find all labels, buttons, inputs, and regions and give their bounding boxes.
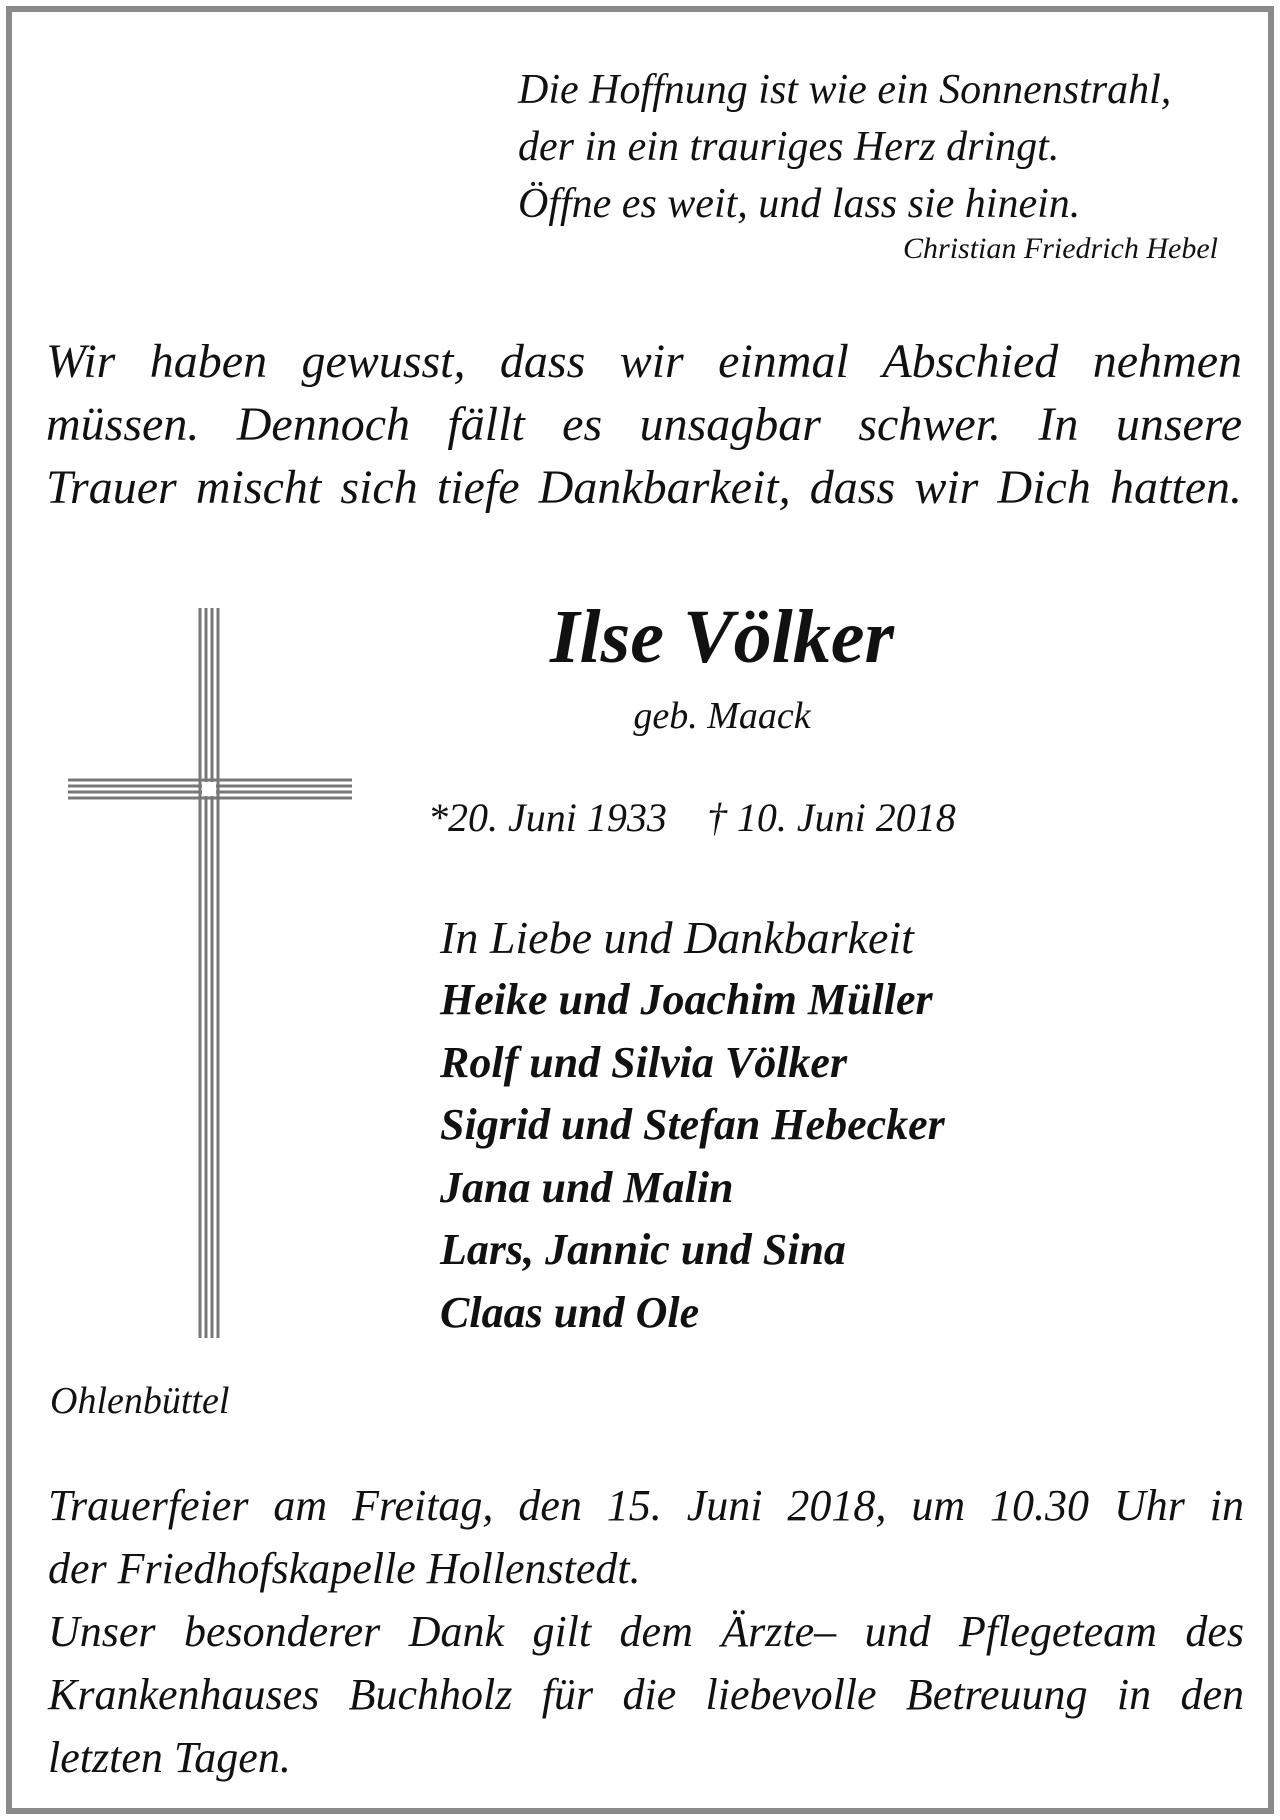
place-name: Ohlenbüttel [50, 1380, 230, 1422]
quote-author: Christian Friedrich Hebel [903, 232, 1218, 265]
christian-cross-icon [68, 608, 352, 1338]
mourners-heading: In Liebe und Dankbarkeit [440, 912, 914, 963]
deceased-name: Ilse Völker [549, 595, 895, 679]
quote-line: Die Hoffnung ist wie ein Sonnenstrahl, [518, 67, 1172, 113]
service-line: Trauerfeier am Freitag, den 15. Juni 2018, um 10.30 Uhr in [48, 1481, 1244, 1530]
maiden-name: geb. Maack [633, 695, 811, 737]
service-line: letzten Tagen. [48, 1733, 291, 1782]
quote-line: der in ein trauriges Herz dringt. [518, 124, 1060, 170]
mourners-list [440, 969, 1200, 1344]
mourner-name: Heike und Joachim Müller [440, 975, 933, 1024]
mourner-name: Claas und Ole [440, 1287, 700, 1337]
mourners-block [440, 907, 1200, 1344]
mourner-name: Rolf und Silvia Völker [440, 1037, 848, 1087]
life-dates [428, 794, 956, 841]
intro-text [46, 330, 1242, 519]
death-date: † 10. Juni 2018 [706, 795, 956, 840]
mourner-name: Sigrid und Stefan Hebecker [440, 1100, 945, 1149]
service-line: Krankenhauses Buchholz für die liebevolle Betreuung in den [48, 1670, 1244, 1719]
birth-date: *20. Juni 1933 [428, 795, 667, 840]
service-line: Unser besonderer Dank gilt dem Ärzte– und Pflegeteam des [48, 1607, 1244, 1656]
service-line: der Friedhofskapelle Hollenstedt. [48, 1544, 641, 1593]
quote-line: Öffne es weit, und lass sie hinein. [518, 181, 1081, 227]
mourner-name: Jana und Malin [440, 1162, 734, 1212]
intro-line: müssen. Dennoch fällt es unsagbar schwer. In unsere [46, 398, 1242, 451]
mourner-name: Lars, Jannic und Sina [440, 1225, 846, 1274]
intro-line: Trauer mischt sich tiefe Dankbarkeit, dass wir Dich hatten. [46, 461, 1242, 514]
service-notice [48, 1474, 1244, 1789]
opening-quote [518, 62, 1228, 233]
obituary-frame [6, 6, 1274, 1814]
intro-line: Wir haben gewusst, dass wir einmal Abschied nehmen [46, 335, 1242, 388]
